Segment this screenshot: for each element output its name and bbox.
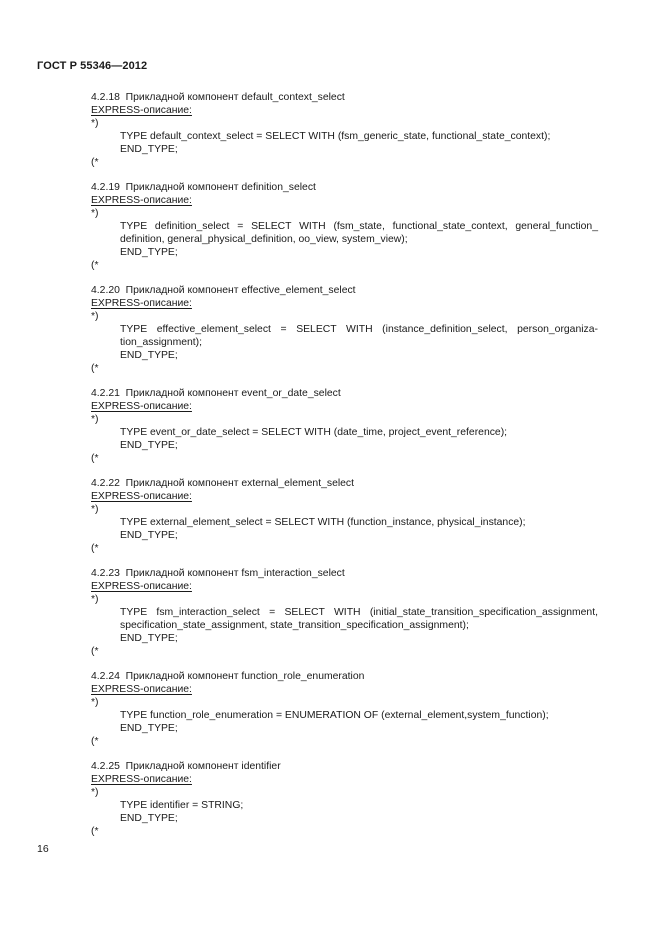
code-line: TYPE function_role_enumeration = ENUMERATION OF (external_element,system_function); [120, 710, 549, 721]
comment-close-marker: *) [91, 208, 99, 219]
comment-open-marker: (* [91, 826, 99, 837]
comment-close-marker: *) [91, 697, 99, 708]
section [91, 387, 611, 465]
comment-close-marker: *) [91, 504, 99, 515]
code-line: END_TYPE; [120, 530, 178, 541]
express-label-wrap [91, 104, 611, 117]
comment-open-marker: (* [91, 260, 99, 271]
section-heading: 4.2.21 Прикладной компонент event_or_date_select [91, 388, 341, 399]
comment-open-marker: (* [91, 736, 99, 747]
express-label-wrap [91, 194, 611, 207]
section-heading: 4.2.18 Прикладной компонент default_context_select [91, 92, 345, 103]
code-line: END_TYPE; [120, 723, 178, 734]
section [91, 181, 611, 272]
code-line: specification_state_assignment, state_transition_specification_assignment); [120, 620, 469, 631]
section-heading: 4.2.25 Прикладной компонент identifier [91, 761, 281, 772]
comment-close-marker: *) [91, 311, 99, 322]
code-line: END_TYPE; [120, 247, 178, 258]
code-line: tion_assignment); [120, 337, 203, 348]
express-label: EXPRESS-описание: [91, 195, 192, 206]
code-line: TYPE event_or_date_select = SELECT WITH (date_time, project_event_reference); [120, 427, 508, 438]
code-line: definition, general_physical_definition, oo_view, system_view); [120, 234, 408, 245]
express-label: EXPRESS-описание: [91, 105, 192, 116]
express-label: EXPRESS-описание: [91, 298, 192, 309]
code-line: END_TYPE; [120, 813, 178, 824]
page-number: 16 [37, 843, 49, 855]
code-line: TYPE fsm_interaction_select = SELECT WITH (initial_state_transition_specification_assignment, [120, 607, 598, 618]
express-label-wrap [91, 297, 611, 310]
comment-close-marker: *) [91, 594, 99, 605]
section [91, 670, 611, 748]
express-label: EXPRESS-описание: [91, 491, 192, 502]
code-line: END_TYPE; [120, 440, 178, 451]
express-label-wrap [91, 580, 611, 593]
section [91, 477, 611, 555]
section-heading: 4.2.23 Прикладной компонент fsm_interaction_select [91, 568, 345, 579]
section [91, 760, 611, 838]
code-line: END_TYPE; [120, 144, 178, 155]
section-heading: 4.2.20 Прикладной компонент effective_element_select [91, 285, 356, 296]
comment-open-marker: (* [91, 363, 99, 374]
comment-close-marker: *) [91, 118, 99, 129]
document-body [91, 91, 611, 850]
code-line: TYPE external_element_select = SELECT WITH (function_instance, physical_instance); [120, 517, 526, 528]
code-line: END_TYPE; [120, 350, 178, 361]
comment-open-marker: (* [91, 157, 99, 168]
document-header: ГОСТ Р 55346—2012 [37, 60, 148, 72]
express-label: EXPRESS-описание: [91, 684, 192, 695]
comment-close-marker: *) [91, 414, 99, 425]
comment-open-marker: (* [91, 453, 99, 464]
express-label: EXPRESS-описание: [91, 774, 192, 785]
comment-close-marker: *) [91, 787, 99, 798]
express-label-wrap [91, 773, 611, 786]
section-heading: 4.2.24 Прикладной компонент function_role_enumeration [91, 671, 365, 682]
comment-open-marker: (* [91, 646, 99, 657]
express-label: EXPRESS-описание: [91, 401, 192, 412]
section [91, 284, 611, 375]
express-label-wrap [91, 490, 611, 503]
section [91, 567, 611, 658]
code-line: TYPE identifier = STRING; [120, 800, 244, 811]
express-label: EXPRESS-описание: [91, 581, 192, 592]
section-heading: 4.2.22 Прикладной компонент external_element_select [91, 478, 355, 489]
express-label-wrap [91, 400, 611, 413]
code-line: TYPE effective_element_select = SELECT WITH (instance_definition_select, person_organiza- [120, 324, 598, 335]
code-line: TYPE definition_select = SELECT WITH (fsm_state, functional_state_context, general_function_ [120, 221, 598, 232]
code-line: TYPE default_context_select = SELECT WITH (fsm_generic_state, functional_state_context); [120, 131, 551, 142]
code-line: END_TYPE; [120, 633, 178, 644]
section [91, 91, 611, 169]
section-heading: 4.2.19 Прикладной компонент definition_select [91, 182, 316, 193]
comment-open-marker: (* [91, 543, 99, 554]
express-label-wrap [91, 683, 611, 696]
